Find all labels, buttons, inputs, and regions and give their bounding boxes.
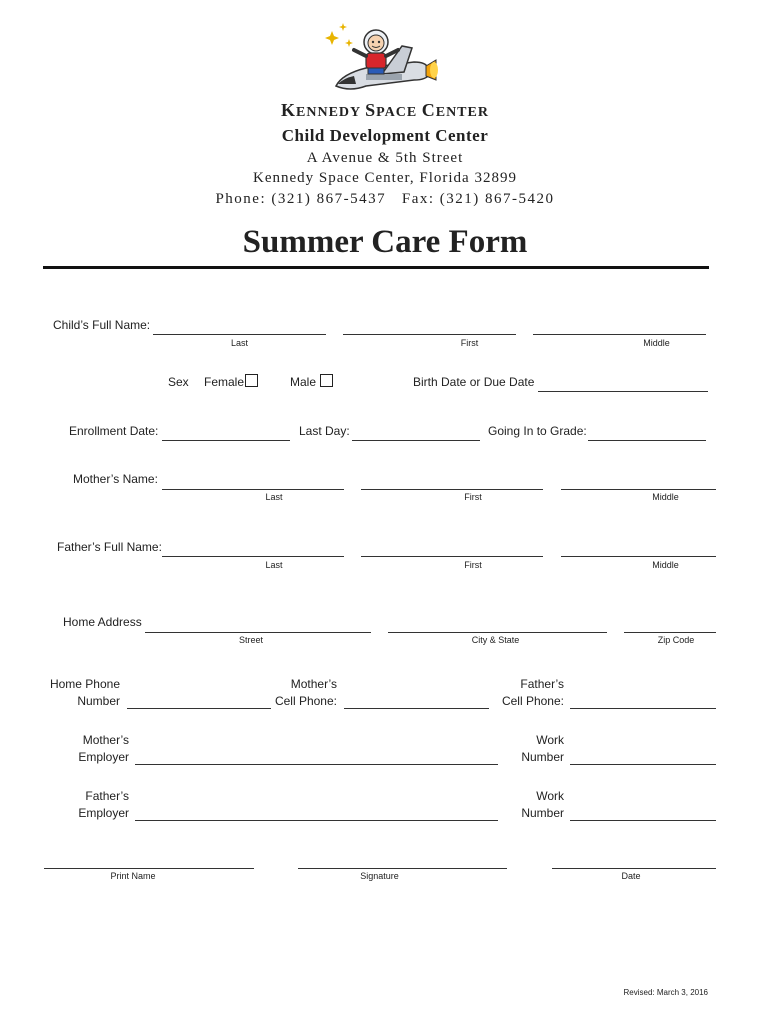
caption-last: Last [265,492,283,502]
father-cell-label-2: Cell Phone: [501,694,564,708]
mother-work-label: Work [536,733,564,747]
caption-first: First [464,560,482,570]
caption-print-name: Print Name [110,871,156,881]
mother-employer-label-2: Employer [78,750,129,764]
enrollment-date-field[interactable] [162,440,290,441]
caption-date: Date [621,871,641,881]
father-last-field[interactable] [162,556,344,557]
father-middle-field[interactable] [561,556,716,557]
home-phone-label: Home Phone [49,677,120,691]
home-phone-field[interactable] [127,708,271,709]
male-label: Male [290,375,317,389]
enrollment-date-label: Enrollment Date: [69,424,159,438]
father-cell-field[interactable] [570,708,716,709]
print-name-field[interactable] [44,868,254,869]
mother-employer-field[interactable] [135,764,498,765]
org-letter: S [365,100,377,120]
female-label: Female [204,375,245,389]
caption-signature: Signature [360,871,399,881]
mother-name-label: Mother’s Name: [73,472,158,486]
father-employer-field[interactable] [135,820,498,821]
child-name-label: Child’s Full Name: [53,318,151,332]
caption-middle: Middle [652,560,679,570]
org-letter: C [421,100,436,120]
signature-field[interactable] [298,868,507,869]
last-day-field[interactable] [352,440,480,441]
child-last-field[interactable] [153,334,326,335]
shuttle-logo [322,22,438,98]
mother-cell-label-2: Cell Phone: [274,694,337,708]
grade-label: Going In to Grade: [488,424,587,438]
father-name-label: Father’s Full Name: [57,540,162,554]
father-work-field[interactable] [570,820,716,821]
caption-zip: Zip Code [657,635,695,645]
home-address-label: Home Address [63,615,142,629]
father-employer-label: Father’s [85,789,129,803]
org-word: ENNEDY [296,105,366,120]
mother-work-field[interactable] [570,764,716,765]
father-cell-label: Father’s [520,677,564,691]
caption-street: Street [238,635,263,645]
mother-cell-field[interactable] [344,708,489,709]
caption-first: First [460,338,479,348]
street-field[interactable] [145,632,371,633]
form-title: Summer Care Form [242,224,528,260]
address-line-2: Kennedy Space Center, Florida 32899 [253,170,517,186]
title-rule [43,266,709,269]
mother-cell-label: Mother’s [290,677,337,691]
father-first-field[interactable] [361,556,543,557]
organization-name [0,100,770,121]
caption-middle: Middle [652,492,679,502]
birth-date-field[interactable] [538,391,708,392]
center-subtitle: Child Development Center [281,126,489,145]
father-work-label-2: Number [521,806,564,820]
child-first-field[interactable] [343,334,516,335]
male-checkbox[interactable] [320,374,333,387]
caption-first: First [464,492,482,502]
mother-work-label-2: Number [521,750,564,764]
birth-date-label: Birth Date or Due Date [413,375,535,389]
sparkle-icon [325,23,353,47]
home-phone-label-2: Number [77,694,120,708]
caption-last: Last [265,560,283,570]
father-work-label: Work [536,789,564,803]
child-middle-field[interactable] [533,334,706,335]
org-word: ENTER [435,105,489,120]
zip-field[interactable] [624,632,716,633]
caption-city-state: City & State [471,635,520,645]
mother-last-field[interactable] [162,489,344,490]
last-day-label: Last Day: [299,424,350,438]
address-line-1: A Avenue & 5th Street [306,150,464,166]
caption-last: Last [230,338,248,348]
mother-first-field[interactable] [361,489,543,490]
sex-label: Sex [168,375,189,389]
mother-middle-field[interactable] [561,489,716,490]
caption-middle: Middle [643,338,670,348]
mother-employer-label: Mother’s [82,733,129,747]
grade-field[interactable] [588,440,706,441]
date-field[interactable] [552,868,716,869]
father-employer-label-2: Employer [78,806,129,820]
org-word: PACE [376,105,422,120]
phone-fax: Phone: (321) 867-5437 Fax: (321) 867-5420 [215,191,555,207]
revised-date: Revised: March 3, 2016 [623,988,708,997]
city-state-field[interactable] [388,632,607,633]
org-letter: K [281,100,297,120]
female-checkbox[interactable] [245,374,258,387]
